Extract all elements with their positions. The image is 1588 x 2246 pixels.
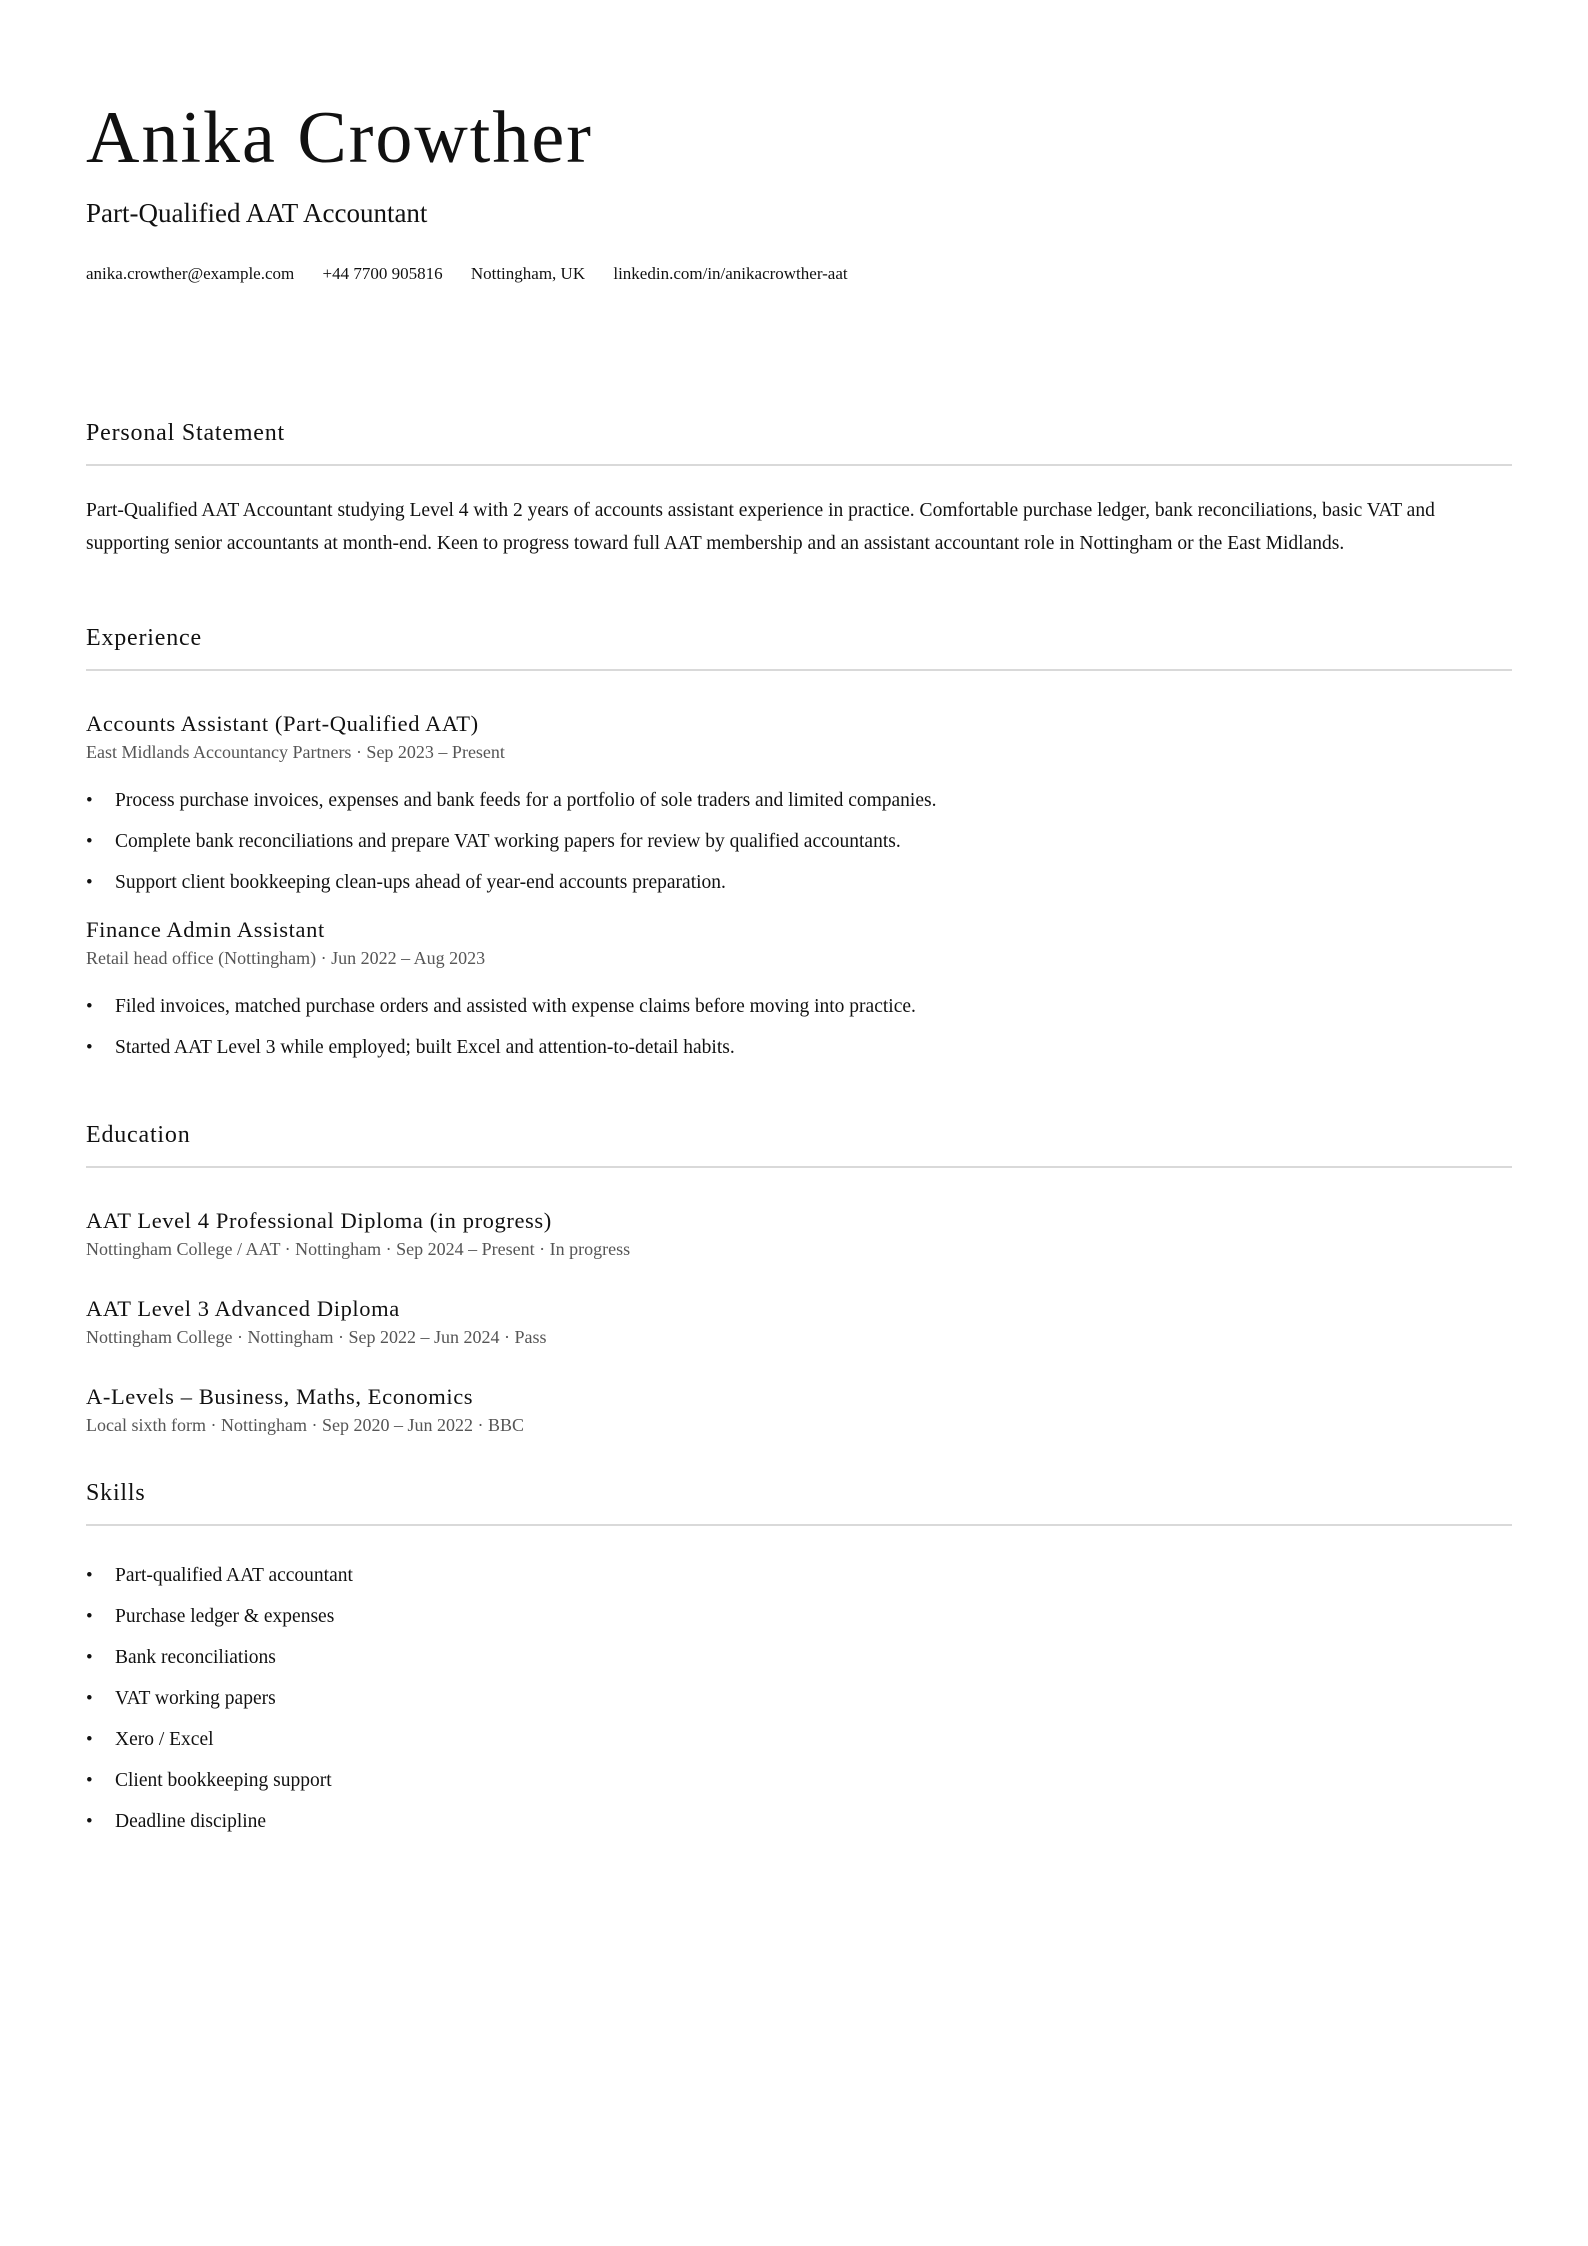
bullet-icon: •: [86, 1688, 93, 1709]
education-meta: Local sixth form · Nottingham · Sep 2020 – Jun 2022 · BBC: [86, 1415, 524, 1435]
education-entry: [86, 1383, 1512, 1437]
candidate-title: Part-Qualified AAT Accountant: [86, 198, 428, 228]
education-entry: [86, 1207, 1512, 1261]
list-item: • Filed invoices, matched purchase orders and assisted with expense claims before moving into practice.: [86, 986, 1512, 1027]
skills-list: [86, 1555, 1512, 1842]
list-item: • Support client bookkeeping clean-ups ahead of year-end accounts preparation.: [86, 862, 1512, 903]
section-title: Experience: [86, 625, 202, 651]
skill-item: • Client bookkeeping support: [86, 1760, 1512, 1801]
bullet-icon: •: [86, 831, 93, 852]
section-title: Education: [86, 1122, 191, 1148]
bullet-icon: •: [86, 1811, 93, 1832]
skill-item: • Xero / Excel: [86, 1719, 1512, 1760]
section-divider: [86, 1524, 1512, 1526]
bullet-icon: •: [86, 1565, 93, 1586]
contact-location: Nottingham, UK: [470, 264, 586, 283]
section-divider: [86, 1166, 1512, 1168]
job-meta: East Midlands Accountancy Partners · Sep 2023 – Present: [86, 742, 505, 762]
job-bullets: [86, 986, 1512, 1068]
section-skills: [86, 1478, 1512, 1842]
section-divider: [86, 669, 1512, 671]
bullet-icon: •: [86, 790, 93, 811]
skill-item: • Deadline discipline: [86, 1801, 1512, 1842]
contact-linkedin[interactable]: linkedin.com/in/anikacrowther-aat: [613, 264, 848, 283]
section-title: Personal Statement: [86, 420, 286, 446]
education-meta: Nottingham College · Nottingham · Sep 2022 – Jun 2024 · Pass: [86, 1327, 547, 1347]
list-item: • Started AAT Level 3 while employed; built Excel and attention-to-detail habits.: [86, 1027, 1512, 1068]
contact-line: [86, 262, 872, 286]
candidate-name: Anika Crowther: [86, 97, 593, 179]
education-title: AAT Level 4 Professional Diploma (in progress): [86, 1208, 552, 1233]
bullet-icon: •: [86, 1647, 93, 1668]
contact-phone[interactable]: +44 7700 905816: [322, 264, 443, 283]
bullet-icon: •: [86, 872, 93, 893]
bullet-icon: •: [86, 1770, 93, 1791]
education-title: A-Levels – Business, Maths, Economics: [86, 1384, 474, 1409]
section-experience: [86, 623, 1512, 1068]
education-entry: [86, 1295, 1512, 1349]
education-title: AAT Level 3 Advanced Diploma: [86, 1296, 400, 1321]
list-item: • Process purchase invoices, expenses and bank feeds for a portfolio of sole traders and limited companies.: [86, 780, 1512, 821]
job-meta: Retail head office (Nottingham) · Jun 2022 – Aug 2023: [86, 948, 486, 968]
skill-item: • Part-qualified AAT accountant: [86, 1555, 1512, 1596]
education-meta: Nottingham College / AAT · Nottingham · Sep 2024 – Present · In progress: [86, 1239, 631, 1259]
job-bullets: [86, 780, 1512, 903]
job-title: Finance Admin Assistant: [86, 917, 325, 942]
section-education: [86, 1120, 1512, 1437]
experience-entry: [86, 710, 1512, 903]
section-title: Skills: [86, 1480, 146, 1506]
experience-entry: [86, 916, 1512, 1068]
skill-item: • VAT working papers: [86, 1678, 1512, 1719]
contact-email[interactable]: anika.crowther@example.com: [86, 264, 295, 283]
section-divider: [86, 464, 1512, 466]
skill-item: • Bank reconciliations: [86, 1637, 1512, 1678]
bullet-icon: •: [86, 1729, 93, 1750]
bullet-icon: •: [86, 1606, 93, 1627]
bullet-icon: •: [86, 996, 93, 1017]
personal-statement-text: Part-Qualified AAT Accountant studying Level 4 with 2 years of accounts assistant experience in practice. Comfortable purchase ledger, bank reconciliations, basic VAT and supporting senior accountants at month-end. Keen to progress toward full AAT membership and an assistant accountant role in Nottingham or the East Midlands.: [86, 500, 1435, 554]
section-personal-statement: [86, 418, 1512, 560]
job-title: Accounts Assistant (Part-Qualified AAT): [86, 711, 479, 736]
list-item: • Complete bank reconciliations and prepare VAT working papers for review by qualified accountants.: [86, 821, 1512, 862]
bullet-icon: •: [86, 1037, 93, 1058]
skill-item: • Purchase ledger & expenses: [86, 1596, 1512, 1637]
